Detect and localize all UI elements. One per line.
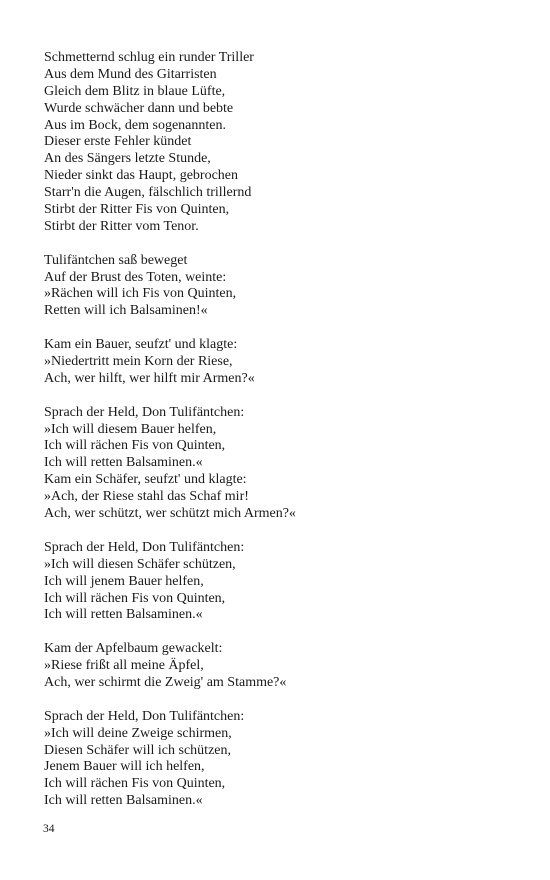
stanza bbox=[44, 337, 524, 388]
poem-line: Dieser erste Fehler kündet bbox=[44, 134, 192, 150]
poem-line: Ach, wer schützt, wer schützt mich Armen?« bbox=[44, 506, 296, 522]
poem-line: Ich will retten Balsaminen.« bbox=[44, 607, 203, 623]
poem-line: Ich will rächen Fis von Quinten, bbox=[44, 776, 226, 792]
poem-line: »Rächen will ich Fis von Quinten, bbox=[44, 286, 237, 302]
poem-line: Ich will retten Balsaminen.« bbox=[44, 793, 203, 809]
poem-line: »Ich will deine Zweige schirmen, bbox=[44, 725, 232, 741]
poem-line: Gleich dem Blitz in blaue Lüfte, bbox=[44, 83, 226, 99]
stanza bbox=[44, 253, 524, 321]
poem-line: Kam der Apfelbaum gewackelt: bbox=[44, 641, 223, 657]
poem-line: Ich will jenem Bauer helfen, bbox=[44, 573, 204, 589]
poem-line: Ich will rächen Fis von Quinten, bbox=[44, 438, 226, 454]
poem-line: Schmetternd schlug ein runder Triller bbox=[44, 50, 254, 65]
poem-line: Nieder sinkt das Haupt, gebrochen bbox=[44, 168, 238, 184]
poem-line: Aus im Bock, dem sogenannten. bbox=[44, 117, 226, 133]
poem-line: Stirbt der Ritter vom Tenor. bbox=[44, 218, 199, 234]
poem-line: Ich will rächen Fis von Quinten, bbox=[44, 590, 226, 606]
poem-line: Stirbt der Ritter Fis von Quinten, bbox=[44, 202, 230, 218]
page-number: 34 bbox=[43, 823, 55, 835]
poem-line: Sprach der Held, Don Tulifäntchen: bbox=[44, 539, 245, 555]
poem-line: Wurde schwächer dann und bebte bbox=[44, 100, 234, 116]
poem-line: Kam ein Bauer, seufzt' und klagte: bbox=[44, 337, 238, 353]
poem-line: »Ich will diesen Schäfer schützen, bbox=[44, 556, 236, 572]
poem-line: Sprach der Held, Don Tulifäntchen: bbox=[44, 404, 245, 420]
poem-line: Diesen Schäfer will ich schützen, bbox=[44, 742, 231, 758]
stanza bbox=[44, 50, 524, 236]
poem-line: Ich will retten Balsaminen.« bbox=[44, 455, 203, 471]
poem-line: Auf der Brust des Toten, weinte: bbox=[44, 269, 227, 285]
poem-line: Ach, wer hilft, wer hilft mir Armen?« bbox=[44, 370, 255, 386]
poem-line: »Niedertritt mein Korn der Riese, bbox=[44, 354, 233, 370]
poem-line: Jenem Bauer will ich helfen, bbox=[44, 759, 205, 775]
poem-line: »Ich will diesem Bauer helfen, bbox=[44, 421, 217, 437]
stanza bbox=[44, 540, 524, 624]
poem-line: Kam ein Schäfer, seufzt' und klagte: bbox=[44, 472, 247, 488]
stanza bbox=[44, 405, 524, 523]
poem-line: »Riese frißt all meine Äpfel, bbox=[44, 658, 204, 674]
poem-line: »Ach, der Riese stahl das Schaf mir! bbox=[44, 489, 249, 505]
poem-line: Ach, wer schirmt die Zweig' am Stamme?« bbox=[44, 674, 287, 690]
poem-line: Retten will ich Balsaminen!« bbox=[44, 303, 208, 319]
poem-line: Tulifäntchen saß beweget bbox=[44, 252, 188, 268]
stanza bbox=[44, 641, 524, 692]
poem-line: Starr'n die Augen, fälschlich trillernd bbox=[44, 185, 252, 201]
poem-line: An des Sängers letzte Stunde, bbox=[44, 151, 211, 167]
poem-text bbox=[44, 50, 524, 827]
poem-line: Aus dem Mund des Gitarristen bbox=[44, 66, 217, 82]
poem-line: Sprach der Held, Don Tulifäntchen: bbox=[44, 708, 245, 724]
stanza bbox=[44, 709, 524, 810]
